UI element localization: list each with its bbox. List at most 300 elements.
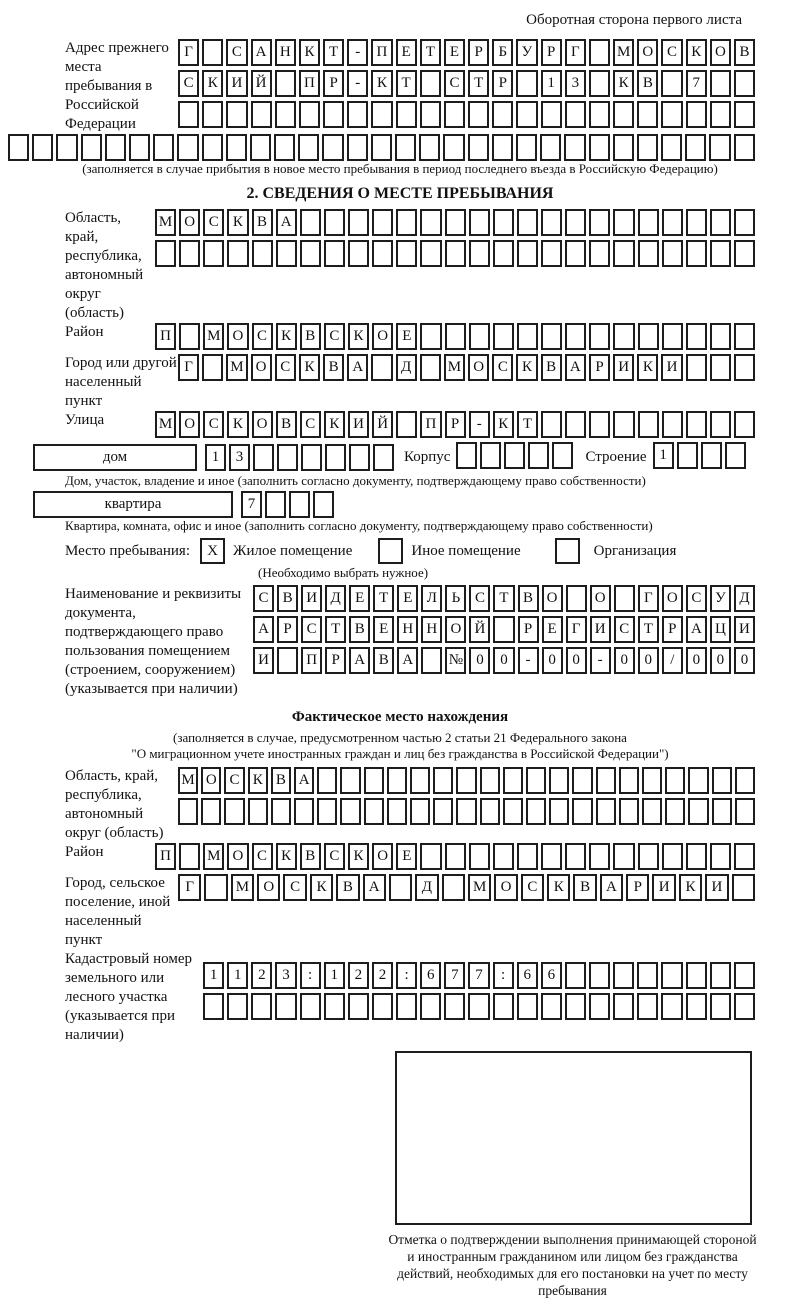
char-cell[interactable] (589, 323, 610, 350)
char-cell[interactable] (662, 843, 683, 870)
char-cell[interactable] (517, 993, 538, 1020)
char-cell[interactable]: О (227, 843, 248, 870)
char-cell[interactable] (589, 134, 610, 161)
char-cell[interactable]: - (347, 70, 368, 97)
char-cell[interactable]: О (179, 209, 200, 236)
char-cell[interactable] (710, 993, 731, 1020)
char-cell[interactable] (517, 209, 538, 236)
char-cell[interactable]: А (251, 39, 272, 66)
char-cell[interactable] (734, 70, 755, 97)
char-cell[interactable]: О (251, 354, 272, 381)
char-cell[interactable] (324, 209, 345, 236)
char-cell[interactable] (572, 767, 592, 794)
char-cell[interactable]: Е (396, 39, 417, 66)
char-cell[interactable] (420, 209, 441, 236)
char-cell[interactable] (301, 444, 322, 471)
char-cell[interactable]: У (710, 585, 731, 612)
char-cell[interactable] (373, 444, 394, 471)
char-cell[interactable] (516, 134, 537, 161)
char-cell[interactable]: Г (566, 616, 587, 643)
char-cell[interactable]: 0 (566, 647, 587, 674)
char-cell[interactable]: Т (493, 585, 514, 612)
char-cell[interactable] (348, 209, 369, 236)
char-cell[interactable] (420, 354, 441, 381)
char-cell[interactable]: К (248, 767, 268, 794)
char-cell[interactable]: 7 (686, 70, 707, 97)
char-cell[interactable] (396, 240, 417, 267)
char-cell[interactable]: О (227, 323, 248, 350)
char-cell[interactable]: А (600, 874, 623, 901)
char-cell[interactable] (493, 993, 514, 1020)
char-cell[interactable] (638, 240, 659, 267)
char-cell[interactable] (613, 962, 634, 989)
char-cell[interactable]: И (348, 411, 369, 438)
char-cell[interactable] (589, 209, 610, 236)
char-cell[interactable] (396, 209, 417, 236)
char-cell[interactable] (204, 874, 227, 901)
char-cell[interactable] (372, 240, 393, 267)
char-cell[interactable]: Р (589, 354, 610, 381)
char-cell[interactable] (589, 962, 610, 989)
char-cell[interactable] (265, 491, 286, 518)
char-cell[interactable]: 1 (653, 442, 674, 469)
checkbox-other-premises[interactable] (378, 538, 403, 564)
char-cell[interactable] (178, 798, 198, 825)
char-cell[interactable] (271, 798, 291, 825)
char-cell[interactable]: 1 (324, 962, 345, 989)
char-cell[interactable]: Н (397, 616, 418, 643)
char-cell[interactable] (202, 134, 223, 161)
char-cell[interactable]: С (686, 585, 707, 612)
char-cell[interactable] (710, 101, 731, 128)
char-cell[interactable]: Е (444, 39, 465, 66)
char-cell[interactable] (294, 798, 314, 825)
char-cell[interactable]: Е (396, 843, 417, 870)
char-cell[interactable]: О (257, 874, 280, 901)
char-cell[interactable] (251, 101, 272, 128)
char-cell[interactable] (637, 134, 658, 161)
char-cell[interactable] (541, 843, 562, 870)
char-cell[interactable]: К (276, 843, 297, 870)
char-cell[interactable] (201, 798, 221, 825)
char-cell[interactable]: Т (323, 39, 344, 66)
char-cell[interactable] (179, 323, 200, 350)
char-cell[interactable]: О (637, 39, 658, 66)
char-cell[interactable]: Т (468, 70, 489, 97)
char-cell[interactable] (347, 101, 368, 128)
char-cell[interactable]: А (347, 354, 368, 381)
char-cell[interactable] (469, 240, 490, 267)
char-cell[interactable]: В (252, 209, 273, 236)
char-cell[interactable] (277, 647, 298, 674)
char-cell[interactable] (202, 39, 223, 66)
char-cell[interactable]: 0 (638, 647, 659, 674)
char-cell[interactable] (596, 767, 616, 794)
char-cell[interactable] (638, 843, 659, 870)
char-cell[interactable]: Г (638, 585, 659, 612)
char-cell[interactable]: В (541, 354, 562, 381)
char-cell[interactable] (614, 585, 635, 612)
char-cell[interactable]: Т (517, 411, 538, 438)
char-cell[interactable] (685, 134, 706, 161)
char-cell[interactable]: К (348, 843, 369, 870)
char-cell[interactable] (661, 993, 682, 1020)
char-cell[interactable]: Й (469, 616, 490, 643)
char-cell[interactable] (734, 323, 755, 350)
char-cell[interactable] (420, 843, 441, 870)
char-cell[interactable]: С (521, 874, 544, 901)
char-cell[interactable] (56, 134, 77, 161)
char-cell[interactable]: № (445, 647, 466, 674)
char-cell[interactable] (686, 962, 707, 989)
char-cell[interactable] (540, 134, 561, 161)
char-cell[interactable] (735, 798, 755, 825)
char-cell[interactable]: В (323, 354, 344, 381)
char-cell[interactable] (541, 240, 562, 267)
char-cell[interactable] (734, 993, 755, 1020)
char-cell[interactable]: В (271, 767, 291, 794)
char-cell[interactable]: - (469, 411, 490, 438)
char-cell[interactable] (732, 874, 755, 901)
char-cell[interactable]: С (275, 354, 296, 381)
char-cell[interactable] (224, 798, 244, 825)
char-cell[interactable]: И (226, 70, 247, 97)
char-cell[interactable]: М (178, 767, 198, 794)
char-cell[interactable] (274, 134, 295, 161)
char-cell[interactable] (348, 993, 369, 1020)
char-cell[interactable]: С (300, 411, 321, 438)
char-cell[interactable]: У (516, 39, 537, 66)
char-cell[interactable] (541, 411, 562, 438)
char-cell[interactable] (613, 134, 634, 161)
char-cell[interactable]: П (299, 70, 320, 97)
char-cell[interactable]: М (203, 323, 224, 350)
char-cell[interactable]: 7 (468, 962, 489, 989)
char-cell[interactable] (178, 101, 199, 128)
char-cell[interactable] (468, 993, 489, 1020)
char-cell[interactable] (298, 134, 319, 161)
char-cell[interactable]: М (226, 354, 247, 381)
char-cell[interactable]: О (445, 616, 466, 643)
char-cell[interactable]: Р (325, 647, 346, 674)
char-cell[interactable] (589, 101, 610, 128)
char-cell[interactable] (637, 993, 658, 1020)
char-cell[interactable]: П (371, 39, 392, 66)
char-cell[interactable]: М (613, 39, 634, 66)
char-cell[interactable]: 6 (420, 962, 441, 989)
char-cell[interactable]: Й (372, 411, 393, 438)
char-cell[interactable]: А (565, 354, 586, 381)
char-cell[interactable] (686, 993, 707, 1020)
char-cell[interactable] (661, 962, 682, 989)
char-cell[interactable] (371, 354, 392, 381)
char-cell[interactable]: И (613, 354, 634, 381)
char-cell[interactable]: В (518, 585, 539, 612)
char-cell[interactable] (371, 134, 392, 161)
char-cell[interactable]: С (469, 585, 490, 612)
char-cell[interactable] (541, 209, 562, 236)
char-cell[interactable] (300, 209, 321, 236)
char-cell[interactable] (469, 209, 490, 236)
char-cell[interactable] (565, 323, 586, 350)
char-cell[interactable] (227, 993, 248, 1020)
char-cell[interactable] (300, 993, 321, 1020)
char-cell[interactable] (226, 134, 247, 161)
char-cell[interactable]: В (336, 874, 359, 901)
char-cell[interactable] (8, 134, 29, 161)
char-cell[interactable]: С (226, 39, 247, 66)
char-cell[interactable]: 7 (444, 962, 465, 989)
char-cell[interactable] (492, 101, 513, 128)
char-cell[interactable] (517, 843, 538, 870)
char-cell[interactable]: В (637, 70, 658, 97)
char-cell[interactable] (686, 843, 707, 870)
char-cell[interactable]: К (348, 323, 369, 350)
char-cell[interactable] (456, 767, 476, 794)
char-cell[interactable] (445, 209, 466, 236)
char-cell[interactable] (324, 240, 345, 267)
char-cell[interactable] (589, 993, 610, 1020)
char-cell[interactable]: Р (468, 39, 489, 66)
char-cell[interactable]: К (299, 39, 320, 66)
char-cell[interactable]: Р (445, 411, 466, 438)
char-cell[interactable]: В (573, 874, 596, 901)
char-cell[interactable] (445, 240, 466, 267)
char-cell[interactable] (526, 767, 546, 794)
char-cell[interactable] (686, 240, 707, 267)
char-cell[interactable] (619, 798, 639, 825)
char-cell[interactable]: Т (396, 70, 417, 97)
char-cell[interactable]: О (662, 585, 683, 612)
char-cell[interactable] (688, 798, 708, 825)
char-cell[interactable] (686, 411, 707, 438)
char-cell[interactable] (613, 240, 634, 267)
char-cell[interactable]: К (547, 874, 570, 901)
char-cell[interactable]: И (705, 874, 728, 901)
char-cell[interactable] (665, 767, 685, 794)
char-cell[interactable]: - (347, 39, 368, 66)
char-cell[interactable]: С (301, 616, 322, 643)
char-cell[interactable]: 3 (275, 962, 296, 989)
char-cell[interactable]: О (372, 843, 393, 870)
char-cell[interactable] (317, 767, 337, 794)
char-cell[interactable] (177, 134, 198, 161)
char-cell[interactable]: 1 (205, 444, 226, 471)
char-cell[interactable]: Е (396, 323, 417, 350)
char-cell[interactable] (300, 240, 321, 267)
char-cell[interactable] (613, 411, 634, 438)
char-cell[interactable]: 0 (710, 647, 731, 674)
char-cell[interactable]: Р (492, 70, 513, 97)
char-cell[interactable]: А (363, 874, 386, 901)
char-cell[interactable]: С (324, 323, 345, 350)
char-cell[interactable]: С (661, 39, 682, 66)
char-cell[interactable] (493, 323, 514, 350)
char-cell[interactable]: К (324, 411, 345, 438)
char-cell[interactable] (250, 134, 271, 161)
char-cell[interactable] (566, 585, 587, 612)
char-cell[interactable]: Р (277, 616, 298, 643)
char-cell[interactable] (565, 411, 586, 438)
char-cell[interactable] (420, 240, 441, 267)
char-cell[interactable] (340, 798, 360, 825)
char-cell[interactable] (734, 354, 755, 381)
char-cell[interactable] (516, 101, 537, 128)
char-cell[interactable] (340, 767, 360, 794)
char-cell[interactable] (734, 962, 755, 989)
char-cell[interactable]: 7 (241, 491, 262, 518)
char-cell[interactable]: И (734, 616, 755, 643)
char-cell[interactable]: И (590, 616, 611, 643)
char-cell[interactable] (372, 209, 393, 236)
char-cell[interactable]: Ц (710, 616, 731, 643)
char-cell[interactable] (564, 134, 585, 161)
char-cell[interactable]: К (227, 209, 248, 236)
char-cell[interactable] (202, 354, 223, 381)
char-cell[interactable] (710, 209, 731, 236)
char-cell[interactable] (661, 70, 682, 97)
char-cell[interactable] (734, 240, 755, 267)
char-cell[interactable]: Г (565, 39, 586, 66)
char-cell[interactable]: Н (275, 39, 296, 66)
char-cell[interactable]: М (231, 874, 254, 901)
char-cell[interactable] (396, 993, 417, 1020)
char-cell[interactable] (613, 101, 634, 128)
char-cell[interactable]: Р (518, 616, 539, 643)
char-cell[interactable]: С (203, 411, 224, 438)
char-cell[interactable] (371, 101, 392, 128)
char-cell[interactable]: С (614, 616, 635, 643)
char-cell[interactable]: 2 (251, 962, 272, 989)
char-cell[interactable] (565, 209, 586, 236)
char-cell[interactable] (153, 134, 174, 161)
char-cell[interactable] (589, 39, 610, 66)
char-cell[interactable]: О (179, 411, 200, 438)
char-cell[interactable]: Е (349, 585, 370, 612)
char-cell[interactable] (468, 134, 489, 161)
char-cell[interactable] (528, 442, 549, 469)
char-cell[interactable]: И (253, 647, 274, 674)
char-cell[interactable] (710, 354, 731, 381)
char-cell[interactable]: С (252, 843, 273, 870)
char-cell[interactable]: В (277, 585, 298, 612)
char-cell[interactable] (275, 993, 296, 1020)
char-cell[interactable]: В (734, 39, 755, 66)
char-cell[interactable] (734, 101, 755, 128)
char-cell[interactable] (526, 798, 546, 825)
char-cell[interactable] (589, 411, 610, 438)
char-cell[interactable] (480, 442, 501, 469)
char-cell[interactable]: Н (421, 616, 442, 643)
char-cell[interactable] (421, 647, 442, 674)
char-cell[interactable] (348, 240, 369, 267)
char-cell[interactable]: Е (542, 616, 563, 643)
char-cell[interactable] (734, 209, 755, 236)
char-cell[interactable] (686, 209, 707, 236)
char-cell[interactable]: К (516, 354, 537, 381)
char-cell[interactable]: К (299, 354, 320, 381)
char-cell[interactable] (734, 134, 755, 161)
char-cell[interactable] (419, 134, 440, 161)
char-cell[interactable] (642, 767, 662, 794)
char-cell[interactable]: : (300, 962, 321, 989)
char-cell[interactable] (433, 798, 453, 825)
char-cell[interactable] (252, 240, 273, 267)
char-cell[interactable]: О (590, 585, 611, 612)
char-cell[interactable] (712, 798, 732, 825)
char-cell[interactable] (613, 843, 634, 870)
char-cell[interactable] (372, 993, 393, 1020)
char-cell[interactable]: 1 (541, 70, 562, 97)
char-cell[interactable]: Ь (445, 585, 466, 612)
char-cell[interactable]: О (710, 39, 731, 66)
char-cell[interactable]: О (468, 354, 489, 381)
char-cell[interactable] (665, 798, 685, 825)
char-cell[interactable]: 0 (542, 647, 563, 674)
char-cell[interactable] (613, 323, 634, 350)
char-cell[interactable] (410, 798, 430, 825)
char-cell[interactable] (480, 767, 500, 794)
char-cell[interactable] (613, 993, 634, 1020)
char-cell[interactable] (364, 798, 384, 825)
char-cell[interactable]: К (227, 411, 248, 438)
char-cell[interactable]: М (203, 843, 224, 870)
char-cell[interactable] (396, 411, 417, 438)
char-cell[interactable]: Т (638, 616, 659, 643)
char-cell[interactable] (686, 323, 707, 350)
char-cell[interactable] (480, 798, 500, 825)
char-cell[interactable] (662, 323, 683, 350)
char-cell[interactable] (445, 843, 466, 870)
char-cell[interactable] (493, 209, 514, 236)
char-cell[interactable]: К (613, 70, 634, 97)
char-cell[interactable]: П (301, 647, 322, 674)
char-cell[interactable]: С (178, 70, 199, 97)
char-cell[interactable] (504, 442, 525, 469)
char-cell[interactable] (661, 134, 682, 161)
char-cell[interactable] (349, 444, 370, 471)
char-cell[interactable] (662, 411, 683, 438)
char-cell[interactable] (387, 767, 407, 794)
char-cell[interactable]: С (252, 323, 273, 350)
char-cell[interactable]: Т (373, 585, 394, 612)
char-cell[interactable] (642, 798, 662, 825)
char-cell[interactable] (277, 444, 298, 471)
char-cell[interactable]: К (276, 323, 297, 350)
char-cell[interactable]: 6 (517, 962, 538, 989)
char-cell[interactable] (155, 240, 176, 267)
char-cell[interactable] (710, 843, 731, 870)
char-cell[interactable]: В (276, 411, 297, 438)
char-cell[interactable]: В (300, 323, 321, 350)
char-cell[interactable]: С (203, 209, 224, 236)
char-cell[interactable]: М (155, 411, 176, 438)
char-cell[interactable] (589, 843, 610, 870)
char-cell[interactable] (565, 993, 586, 1020)
char-cell[interactable]: С (324, 843, 345, 870)
char-cell[interactable]: Д (734, 585, 755, 612)
char-cell[interactable] (202, 101, 223, 128)
char-cell[interactable] (712, 767, 732, 794)
char-cell[interactable]: Р (626, 874, 649, 901)
char-cell[interactable]: К (686, 39, 707, 66)
char-cell[interactable]: О (201, 767, 221, 794)
char-cell[interactable] (637, 962, 658, 989)
char-cell[interactable] (541, 323, 562, 350)
char-cell[interactable] (516, 70, 537, 97)
char-cell[interactable] (677, 442, 698, 469)
char-cell[interactable]: Д (325, 585, 346, 612)
